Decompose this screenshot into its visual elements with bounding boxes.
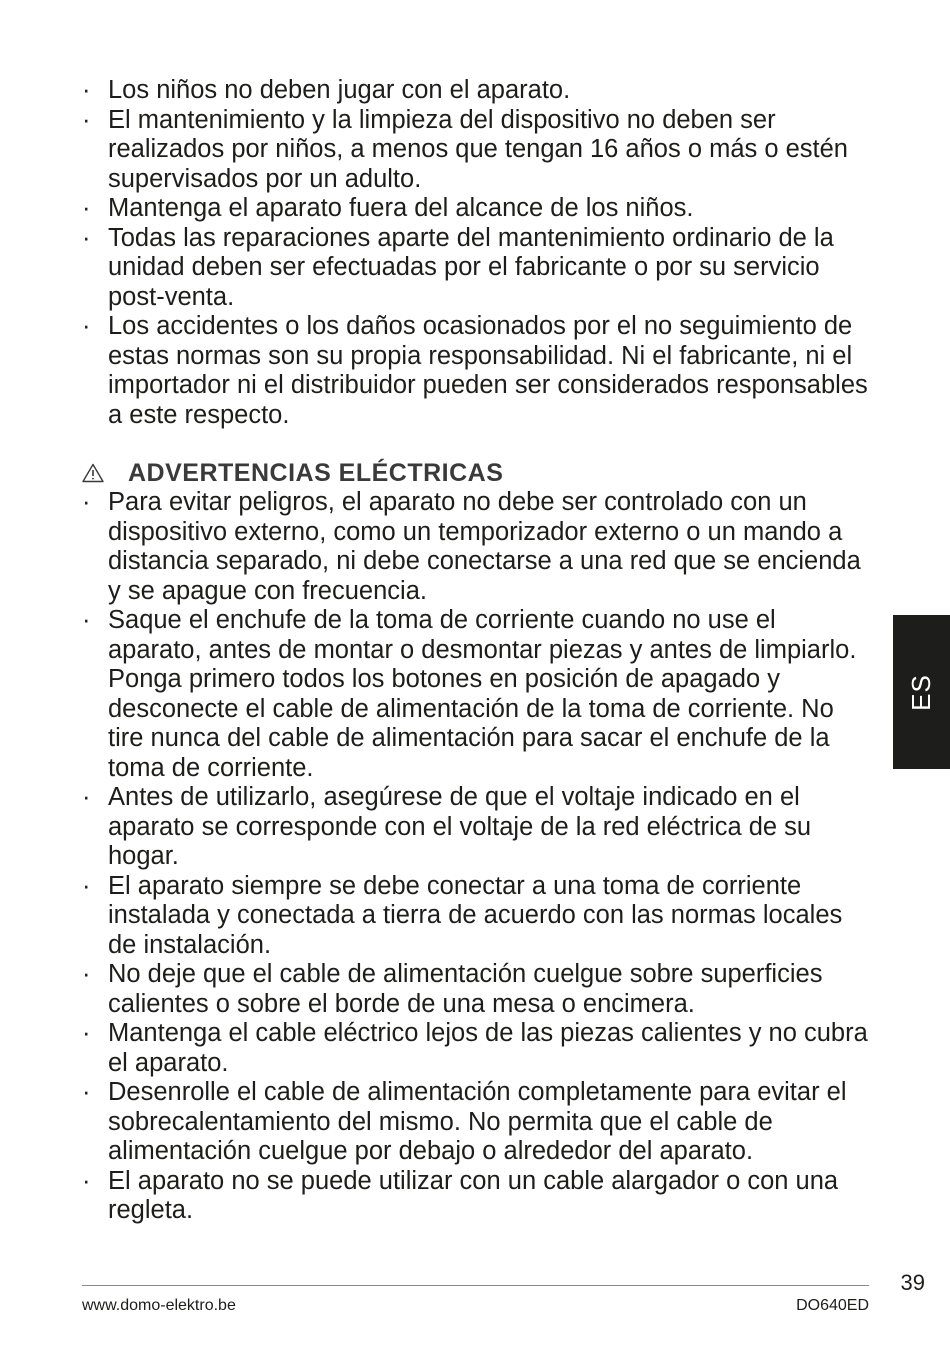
bullet: · [82,871,91,900]
bullet: · [82,488,91,516]
section-heading-electrical [82,458,503,488]
list-item-text: El mantenimiento y la limpieza del dispositivo no deben ser realizados por niños, a menos que tengan 16 años o más o estén supervisados por un adulto. [108,105,848,193]
bullet: · [82,1078,91,1106]
list-item [82,312,872,430]
bullet: · [82,960,91,988]
list-item-text: Los accidentes o los daños ocasionados por el no seguimiento de estas normas son su propia responsabilidad. Ni el fabricante, ni el importador ni el distribuidor pueden ser considerados responsables a este respecto. [108,312,868,429]
list-item [82,783,872,872]
list-item-text: Los niños no deben jugar con el aparato. [108,76,571,104]
language-tab [893,615,950,769]
list-item-text: Todas las reparaciones aparte del mantenimiento ordinario de la unidad deben ser efectuadas por el fabricante o por su servicio post-venta. [108,223,834,311]
list-item-text: Antes de utilizarlo, asegúrese de que el voltaje indicado en el aparato se corresponde con el voltaje de la red eléctrica de su hogar. [108,783,812,870]
bullet: · [82,223,91,252]
list-item-text: El aparato no se puede utilizar con un cable alargador o con una regleta. [108,1166,839,1224]
list-item [82,872,872,961]
bullet: · [82,76,91,104]
list-item [82,1167,872,1226]
section-heading-text: ADVERTENCIAS ELÉCTRICAS [128,458,504,487]
list-item-text: El aparato siempre se debe conectar a una toma de corriente instalada y conectada a tierra de acuerdo con las normas locales de instalación. [108,871,843,959]
list-item [82,1019,872,1078]
list-item [82,1078,872,1167]
bullet: · [82,105,91,134]
list-item [82,106,872,195]
bullet: · [82,194,91,222]
list-item [82,606,872,783]
list-item [82,194,872,224]
bullet: · [82,606,91,634]
footer-model-number: DO640ED [796,1297,869,1314]
list-item [82,76,872,106]
bullet: · [82,1019,91,1047]
list-item-text: Mantenga el cable eléctrico lejos de las piezas calientes y no cubra el aparato. [108,1019,868,1077]
list-item-text: Desenrolle el cable de alimentación completamente para evitar el sobrecalentamiento del mismo. No permita que el cable de alimentación cuelgue por debajo o alrededor del aparato. [108,1078,847,1165]
bullet: · [82,1166,91,1195]
safety-list-electrical [82,488,872,1226]
warning-triangle-icon [82,463,104,483]
safety-list-general [82,76,872,430]
list-item-text: Saque el enchufe de la toma de corriente cuando no use el aparato, antes de montar o desmontar piezas y antes de limpiarlo. Ponga primero todos los botones en posición de apagado y desconecte el cable de alimentación de la toma de corriente. No tire nunca del cable de alimentación para sacar el enchufe de la toma de corriente. [108,606,857,782]
list-item [82,224,872,313]
page-number: 39 [900,1270,925,1295]
list-item-text: No deje que el cable de alimentación cuelgue sobre superficies calientes o sobre el borde de una mesa o encimera. [108,960,823,1018]
list-item [82,488,872,606]
footer-divider [82,1285,869,1286]
bullet: · [82,783,91,811]
list-item-text: Mantenga el aparato fuera del alcance de los niños. [108,194,694,222]
list-item [82,960,872,1019]
bullet: · [82,312,91,340]
footer-website: www.domo-elektro.be [82,1297,236,1314]
language-tab-label: ES [906,673,936,711]
list-item-text: Para evitar peligros, el aparato no debe ser controlado con un dispositivo externo, como un temporizador externo o un mando a distancia separado, ni debe conectarse a una red que se encienda y se apague con frecuencia. [108,488,861,605]
